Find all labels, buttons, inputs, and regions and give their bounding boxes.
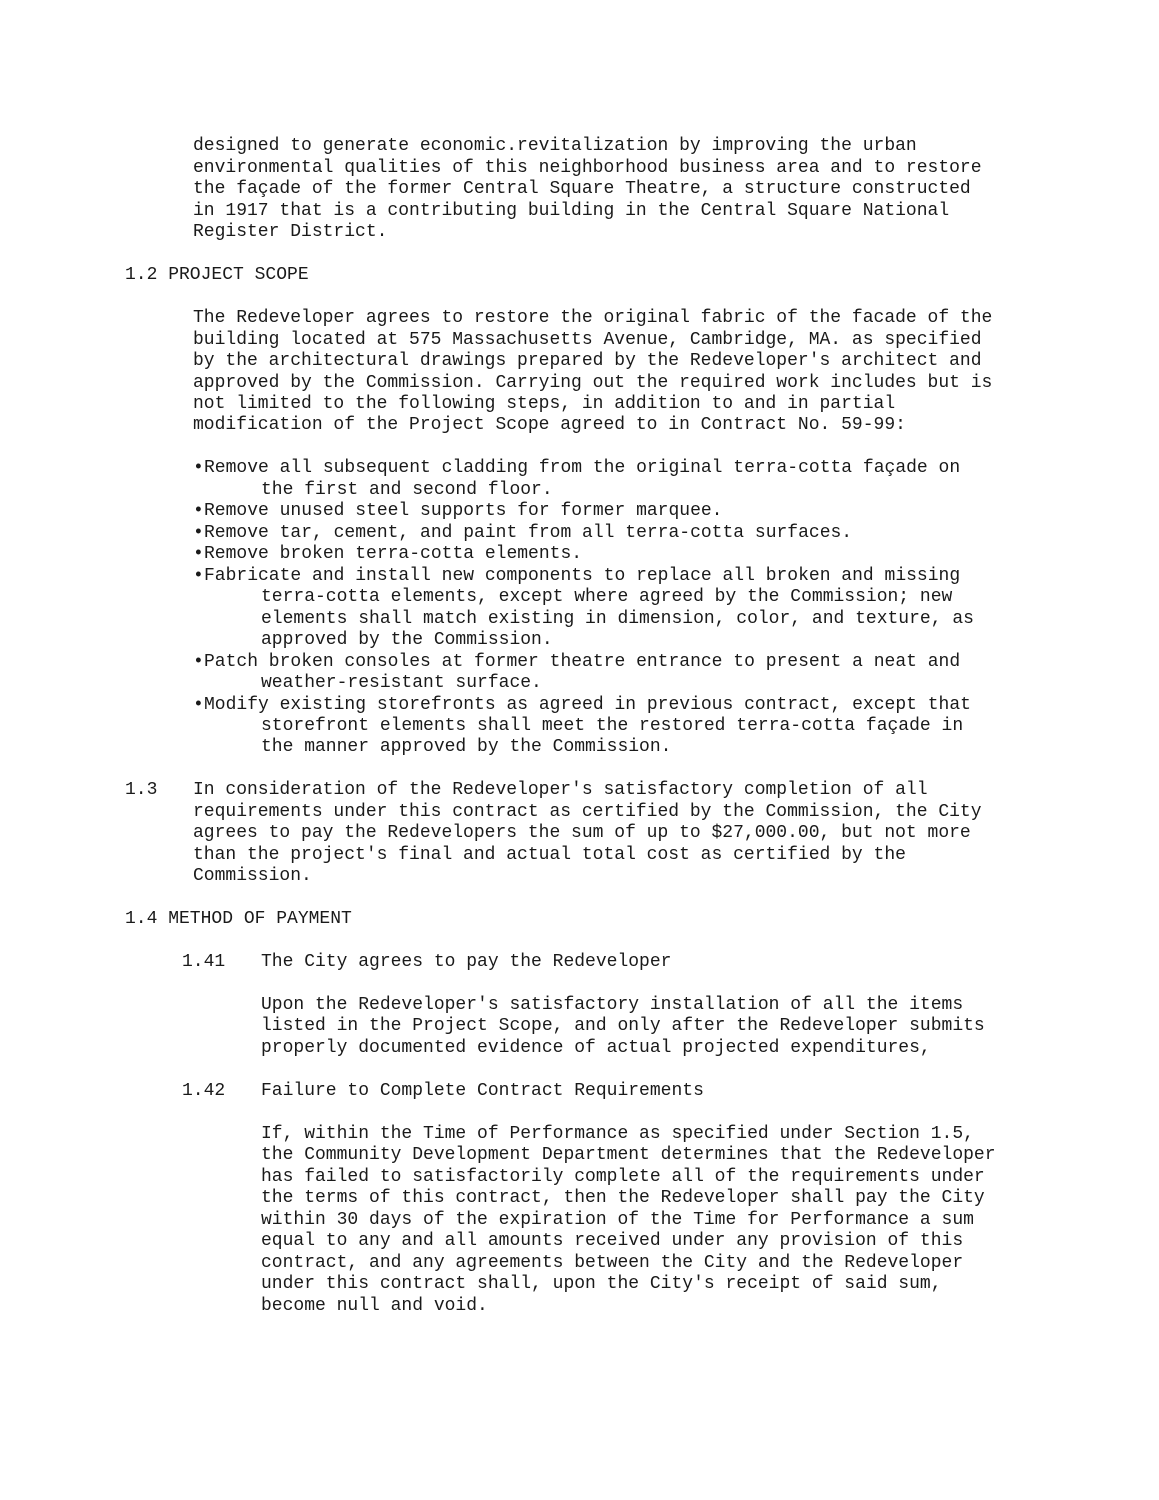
bullet-icon: • bbox=[193, 695, 204, 715]
section-1-42-line-2: the Community Development Department determines that the Redeveloper bbox=[261, 1145, 996, 1165]
section-1-41-line-1: Upon the Redeveloper's satisfactory installation of all the items bbox=[261, 995, 964, 1015]
scope-bullet-1-text: Remove all subsequent cladding from the original terra-cotta façade on bbox=[204, 458, 961, 478]
section-1-42-number: 1.42 bbox=[182, 1081, 226, 1101]
bullet-icon: • bbox=[193, 523, 204, 543]
scope-paragraph-line-5: not limited to the following steps, in addition to and in partial bbox=[193, 394, 896, 414]
intro-line-3: the façade of the former Central Square Theatre, a structure constructed bbox=[193, 179, 971, 199]
scope-paragraph-line-2: building located at 575 Massachusetts Avenue, Cambridge, MA. as specified bbox=[193, 330, 982, 350]
bullet-icon: • bbox=[193, 458, 204, 478]
scope-bullet-4 bbox=[193, 544, 582, 565]
section-1-41-number: 1.41 bbox=[182, 952, 226, 972]
scope-bullet-3 bbox=[193, 523, 852, 544]
intro-line-1: designed to generate economic.revitalization by improving the urban bbox=[193, 136, 917, 156]
bullet-icon: • bbox=[193, 501, 204, 521]
scope-bullet-5-cont-1: terra-cotta elements, except where agreed by the Commission; new bbox=[261, 587, 953, 607]
section-1-42-line-6: equal to any and all amounts received under any provision of this bbox=[261, 1231, 964, 1251]
section-1-3-line-5: Commission. bbox=[193, 866, 312, 886]
section-1-42-line-5: within 30 days of the expiration of the Time for Performance a sum bbox=[261, 1210, 974, 1230]
scope-paragraph-line-6: modification of the Project Scope agreed to in Contract No. 59-99: bbox=[193, 415, 906, 435]
scope-bullet-4-text: Remove broken terra-cotta elements. bbox=[204, 544, 583, 564]
scope-bullet-6-text: Patch broken consoles at former theatre entrance to present a neat and bbox=[204, 652, 961, 672]
section-1-41-line-2: listed in the Project Scope, and only after the Redeveloper submits bbox=[261, 1016, 985, 1036]
scope-bullet-2-text: Remove unused steel supports for former marquee. bbox=[204, 501, 723, 521]
section-1-42-title: Failure to Complete Contract Requirements bbox=[261, 1081, 704, 1101]
scope-bullet-5 bbox=[193, 566, 960, 587]
bullet-icon: • bbox=[193, 566, 204, 586]
scope-bullet-1-cont-1: the first and second floor. bbox=[261, 480, 553, 500]
section-1-42-line-8: under this contract shall, upon the City's receipt of said sum, bbox=[261, 1274, 942, 1294]
section-1-41-title: The City agrees to pay the Redeveloper bbox=[261, 952, 672, 972]
scope-bullet-5-cont-3: approved by the Commission. bbox=[261, 630, 553, 650]
section-1-3-line-4: than the project's final and actual total cost as certified by the bbox=[193, 845, 906, 865]
section-1-4-heading: 1.4 METHOD OF PAYMENT bbox=[125, 909, 352, 929]
scope-paragraph-line-4: approved by the Commission. Carrying out the required work includes but is bbox=[193, 373, 993, 393]
section-1-3-line-2: requirements under this contract as certified by the Commission, the City bbox=[193, 802, 982, 822]
scope-bullet-7 bbox=[193, 695, 971, 716]
section-1-42-line-1: If, within the Time of Performance as specified under Section 1.5, bbox=[261, 1124, 974, 1144]
section-1-42-line-9: become null and void. bbox=[261, 1296, 488, 1316]
section-1-42-line-4: the terms of this contract, then the Redeveloper shall pay the City bbox=[261, 1188, 985, 1208]
scope-bullet-7-cont-2: the manner approved by the Commission. bbox=[261, 737, 672, 757]
bullet-icon: • bbox=[193, 652, 204, 672]
intro-line-5: Register District. bbox=[193, 222, 388, 242]
section-1-42-line-3: has failed to satisfactorily complete all of the requirements under bbox=[261, 1167, 985, 1187]
scope-bullet-6 bbox=[193, 652, 960, 673]
scope-bullet-3-text: Remove tar, cement, and paint from all terra-cotta surfaces. bbox=[204, 523, 853, 543]
scope-bullet-2 bbox=[193, 501, 722, 522]
section-1-3-line-3: agrees to pay the Redevelopers the sum of up to $27,000.00, but not more bbox=[193, 823, 971, 843]
section-1-3-line-1: In consideration of the Redeveloper's satisfactory completion of all bbox=[193, 780, 928, 800]
scope-paragraph-line-3: by the architectural drawings prepared by the Redeveloper's architect and bbox=[193, 351, 982, 371]
scope-bullet-1 bbox=[193, 458, 960, 479]
scope-bullet-5-cont-2: elements shall match existing in dimension, color, and texture, as bbox=[261, 609, 974, 629]
section-1-41-line-3: properly documented evidence of actual projected expenditures, bbox=[261, 1038, 931, 1058]
section-1-42-line-7: contract, and any agreements between the City and the Redeveloper bbox=[261, 1253, 964, 1273]
scope-paragraph-line-1: The Redeveloper agrees to restore the original fabric of the facade of the bbox=[193, 308, 993, 328]
section-1-3-number: 1.3 bbox=[125, 780, 158, 800]
scope-bullet-6-cont-1: weather-resistant surface. bbox=[261, 673, 542, 693]
section-1-2-heading: 1.2 PROJECT SCOPE bbox=[125, 265, 309, 285]
scope-bullet-5-text: Fabricate and install new components to replace all broken and missing bbox=[204, 566, 961, 586]
scope-bullet-7-text: Modify existing storefronts as agreed in previous contract, except that bbox=[204, 695, 971, 715]
intro-line-2: environmental qualities of this neighborhood business area and to restore bbox=[193, 158, 982, 178]
bullet-icon: • bbox=[193, 544, 204, 564]
scope-bullet-7-cont-1: storefront elements shall meet the restored terra-cotta façade in bbox=[261, 716, 964, 736]
intro-line-4: in 1917 that is a contributing building in the Central Square National bbox=[193, 201, 950, 221]
